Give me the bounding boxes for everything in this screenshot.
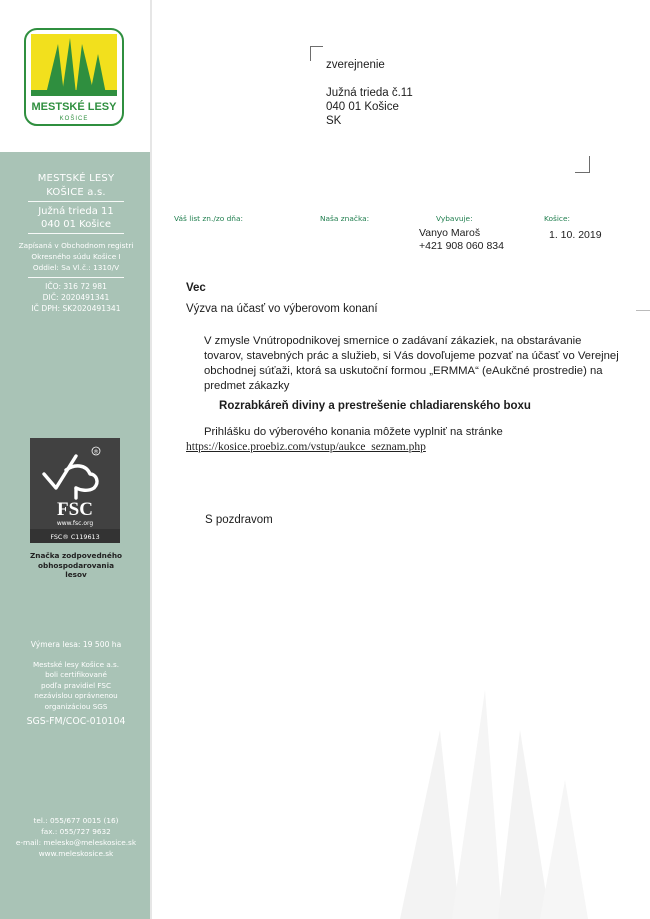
sidebar-register-line: Oddiel: Sa Vl.č.: 1310/V: [32, 263, 120, 272]
logo-city-text: KOŠICE: [59, 116, 89, 122]
sidebar-company-line: MESTSKÉ LESY: [37, 173, 115, 184]
sidebar-address-line: 040 01 Košice: [41, 219, 111, 230]
sidebar-forest-area: Výmera lesa: 19 500 ha: [30, 640, 122, 649]
sidebar-register-line: Zapísaná v Obchodnom registri: [18, 241, 134, 250]
fsc-registered-mark: ®: [93, 449, 99, 456]
fsc-url: www.fsc.org: [56, 520, 94, 527]
subject-heading: Vec: [186, 282, 206, 294]
sidebar-divider: [28, 233, 124, 234]
body-line: V zmysle Vnútropodnikovej smernice o zadávaní zákaziek, na obstarávanie: [204, 335, 582, 347]
fsc-caption-line: lesov: [65, 570, 87, 580]
recipient-line: zverejnenie: [326, 59, 385, 71]
address-corner-top-left: [310, 46, 323, 61]
body-line: predmet zákazky: [204, 380, 290, 392]
body-line: obchodnej súťaži, ktorá sa uskutoční formou „ERMMA“ (eAukčné prostredie) na: [204, 365, 603, 377]
apply-text: Prihlášku do výberového konania môžete vyplniť na stránke: [204, 426, 503, 438]
logo-name-text: MESTSKÉ LESY: [31, 101, 117, 113]
mestske-lesy-logo: [24, 28, 124, 126]
sidebar-website: www.meleskosice.sk: [38, 849, 114, 858]
sidebar-company-line: KOŠICE a.s.: [46, 187, 106, 198]
contract-title: Rozrabkáreň diviny a prestrešenie chladiarenského boxu: [219, 400, 531, 412]
handled-by-name: Vanyo Maroš: [419, 227, 481, 239]
sidebar-fax: fax.: 055/727 9632: [41, 827, 111, 836]
sidebar-cert-code: SGS-FM/COC-010104: [26, 716, 126, 727]
sidebar-certification: [0, 660, 152, 712]
sidebar-edge: [150, 0, 152, 919]
sidebar-icdph: IČ DPH: SK2020491341: [31, 304, 121, 313]
our-ref-label: Naša značka:: [320, 214, 370, 223]
sidebar-register: [0, 240, 152, 273]
sidebar-email: e-mail: melesko@meleskosice.sk: [15, 838, 137, 847]
fsc-logo: [30, 438, 120, 543]
fsc-logo-text: FSC: [57, 499, 93, 520]
subject-text: Výzva na účasť vo výberovom konaní: [186, 303, 378, 315]
recipient-street: Južná trieda č.11: [326, 87, 413, 99]
closing-text: S pozdravom: [205, 514, 273, 526]
your-ref-label: Váš list zn./zo dňa:: [174, 214, 243, 223]
sidebar-cert-line: Mestské lesy Košice a.s.: [32, 660, 120, 669]
fsc-license-code: FSC® C119613: [50, 533, 100, 541]
place-label: Košice:: [544, 214, 571, 223]
body-paragraph: [204, 334, 634, 394]
sidebar-address: [0, 205, 152, 231]
sidebar-divider: [28, 201, 124, 202]
recipient-country: SK: [326, 115, 342, 127]
sidebar-address-line: Južná trieda 11: [38, 206, 114, 217]
sidebar-dic: DIČ: 2020491341: [42, 293, 110, 302]
sidebar-ico: IČO: 316 72 981: [45, 282, 107, 291]
letter-date: 1. 10. 2019: [549, 229, 602, 241]
address-corner-bottom-right: [575, 156, 590, 173]
handled-by-label: Vybavuje:: [436, 214, 473, 223]
handled-by-phone: +421 908 060 834: [419, 240, 504, 252]
sidebar-register-line: Okresného súdu Košice I: [31, 252, 121, 261]
sidebar-ids: [0, 281, 152, 314]
sidebar-cert-line: boli certifikované: [45, 670, 107, 680]
auction-link[interactable]: https://kosice.proebiz.com/vstup/aukce_seznam.php: [186, 441, 426, 453]
fsc-caption: [0, 551, 152, 580]
sidebar-cert-line: nezávislou oprávnenou: [34, 691, 118, 701]
sidebar-cert-line: organizáciou SGS: [44, 701, 108, 711]
body-line: tovarov, stavebných prác a služieb, si Vás dovoľujeme pozvať na účasť vo Verejnej: [204, 350, 619, 362]
fsc-caption-line: obhospodarovania: [37, 560, 115, 570]
sidebar-cert-line: podľa pravidiel FSC: [41, 680, 111, 690]
sidebar-company: [0, 172, 152, 200]
fold-mark: [636, 310, 650, 311]
tree-watermark: [390, 690, 590, 919]
sidebar-phone: tel.: 055/677 0015 (16): [33, 816, 119, 825]
sidebar-contacts: [0, 815, 152, 859]
sidebar-divider: [28, 277, 124, 278]
fsc-caption-line: Značka zodpovedného: [29, 551, 123, 560]
recipient-city: 040 01 Košice: [326, 101, 399, 113]
